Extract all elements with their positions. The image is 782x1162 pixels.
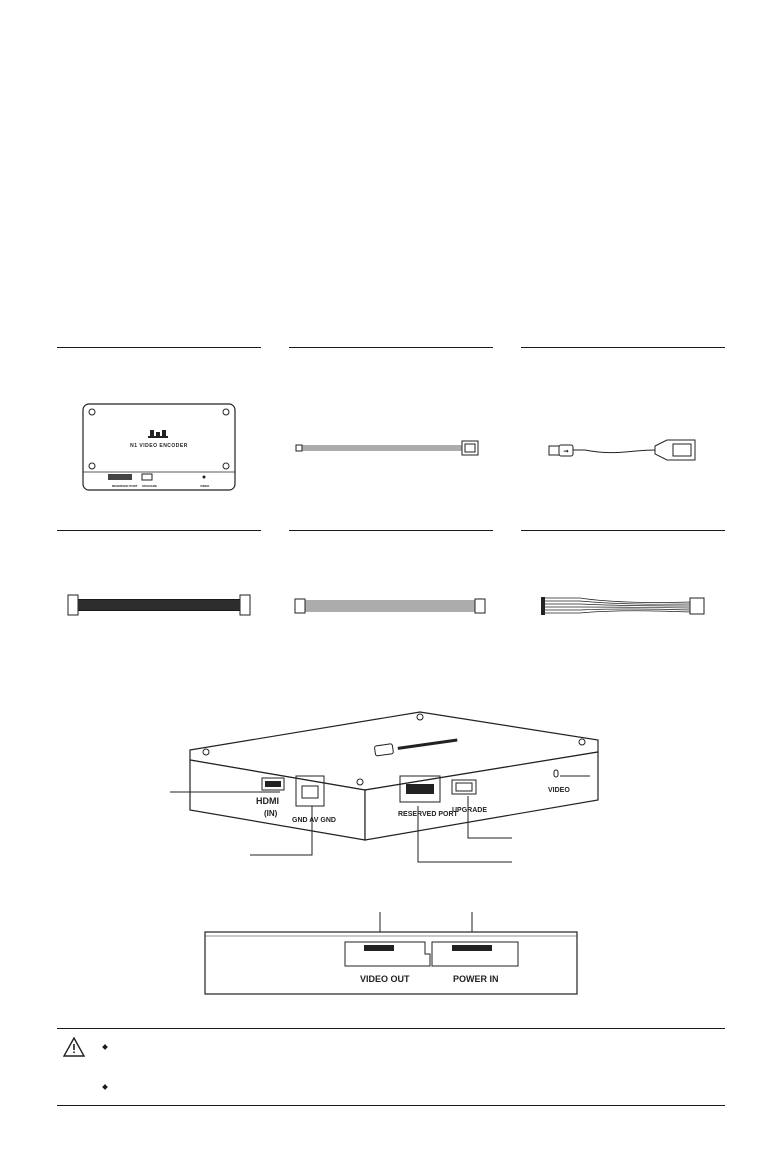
encoder-port-upgrade: UPGRADE: [142, 484, 158, 488]
warning-triangle-icon: [63, 1037, 85, 1057]
caution-top-rule: [57, 1028, 725, 1029]
video-label: VIDEO: [548, 787, 570, 794]
caution-bullet-2: [102, 1084, 108, 1090]
power-in-label: POWER IN: [453, 974, 499, 984]
caution-bottom-rule: [57, 1105, 725, 1106]
hdmi-label: HDMI: [256, 796, 279, 806]
encoder-port-video: VIDEO: [200, 484, 210, 488]
video-out-label: VIDEO OUT: [360, 974, 410, 984]
caution-bullet-1: [102, 1044, 108, 1050]
power-pins-label: GND AV GND: [292, 817, 336, 824]
upgrade-label: UPGRADE: [452, 807, 488, 814]
encoder-port-reserved: RESERVED PORT: [112, 484, 138, 488]
usb-icon: ⇝: [563, 449, 569, 455]
encoder-top-label: N1 VIDEO ENCODER: [130, 443, 188, 449]
hdmi-in-label: (IN): [264, 809, 278, 818]
device-side-view: [200, 912, 582, 1000]
reserved-port-label: RESERVED PORT: [398, 811, 458, 818]
